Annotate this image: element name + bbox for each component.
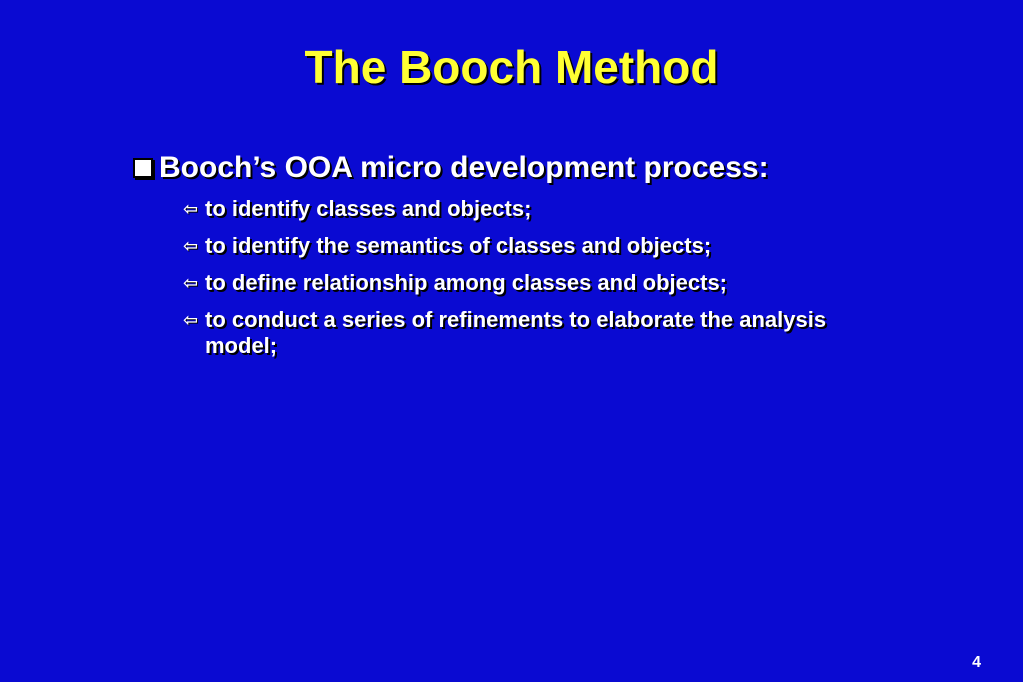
sub-bullet-text: to conduct a series of refinements to elaborate the analysis model; [205,307,827,358]
main-bullet [133,150,769,186]
square-box-icon [133,158,153,178]
sub-bullet-item [183,270,863,296]
left-arrow-icon: ⇦ [183,199,199,219]
sub-bullet-list [183,196,863,370]
sub-bullet-text: to define relationship among classes and objects; [205,270,728,295]
sub-bullet-text: to identify classes and objects; [205,196,532,221]
sub-bullet-item [183,233,863,259]
sub-bullet-text: to identify the semantics of classes and objects; [205,233,712,258]
page-number: 4 [972,654,981,671]
left-arrow-icon: ⇦ [183,236,199,256]
sub-bullet-item [183,307,863,359]
left-arrow-icon: ⇦ [183,310,199,330]
sub-bullet-item [183,196,863,222]
main-bullet-text: Booch’s OOA micro development process: [159,151,769,184]
left-arrow-icon: ⇦ [183,273,199,293]
slide-title: The Booch Method [304,41,719,93]
